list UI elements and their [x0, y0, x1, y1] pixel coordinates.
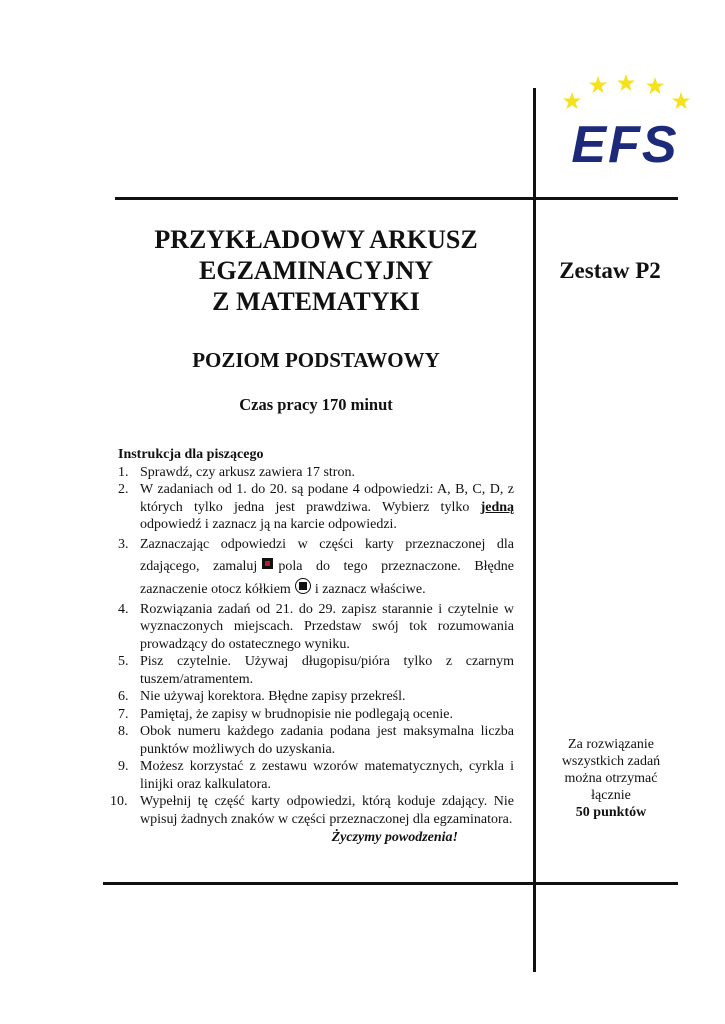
item-text: W zadaniach od 1. do 20. są podane 4 odpowiedzi: A, B, C, D, z których tylko jedna jest prawdziwa. Wybierz tylko	[140, 482, 514, 515]
title-line-1: PRZYKŁADOWY ARKUSZ	[154, 225, 478, 254]
item-number: 3.	[118, 536, 129, 552]
points-line: można otrzymać	[564, 771, 658, 786]
item-number: 1.	[118, 464, 129, 480]
points-total: 50 punktów	[575, 805, 647, 820]
exam-time: Czas pracy 170 minut	[239, 395, 393, 414]
list-item	[110, 793, 514, 828]
item-text: Sprawdź, czy arkusz zawiera 17 stron.	[140, 464, 355, 480]
star-icon	[563, 74, 690, 109]
points-info	[546, 736, 676, 821]
item-number: 4.	[118, 601, 129, 617]
list-item	[118, 464, 514, 482]
item-text: odpowiedź i zaznacz ją na karcie odpowiedzi.	[140, 517, 397, 532]
list-item	[118, 706, 514, 724]
points-line: Za rozwiązanie	[568, 737, 654, 752]
item-text: Pisz czytelnie. Używaj długopisu/pióra tylko z czarnym tuszem/atramentem.	[140, 654, 514, 687]
instructions-heading: Instrukcja dla piszącego	[118, 447, 264, 462]
item-text: Zaznaczając odpowiedzi w części karty przeznaczonej dla zdającego, zamaluj	[140, 536, 514, 574]
good-luck-text: Życzymy powodzenia!	[331, 830, 458, 845]
item-number: 9.	[118, 759, 129, 774]
list-item	[118, 534, 514, 601]
exam-level: POZIOM PODSTAWOWY	[192, 348, 440, 372]
circled-square-icon	[295, 578, 311, 594]
list-item	[118, 653, 514, 688]
efs-logo	[556, 72, 694, 174]
item-text: Nie używaj korektora. Błędne zapisy przekreśl.	[140, 689, 406, 704]
exam-set: Zestaw P2	[559, 258, 661, 283]
instructions-list	[110, 464, 515, 829]
item-number: 8.	[118, 724, 129, 739]
item-text: i zaznacz właściwe.	[314, 581, 426, 597]
item-number: 10.	[110, 794, 128, 809]
item-text: pola do tego przeznaczone. Błędne zaznaczenie otocz kółkiem	[140, 558, 514, 597]
exam-title	[110, 224, 522, 317]
item-number: 7.	[118, 706, 129, 722]
points-line: wszystkich zadań	[561, 754, 661, 769]
title-line-3: Z MATEMATYKI	[212, 287, 420, 316]
list-item	[118, 601, 514, 654]
list-item	[118, 723, 514, 758]
points-line: łącznie	[591, 788, 631, 803]
title-line-2: EGZAMINACYJNY	[199, 256, 433, 285]
bottom-divider	[103, 882, 678, 885]
filled-square-icon	[262, 558, 273, 569]
top-divider	[115, 197, 678, 200]
item-text: Obok numeru każdego zadania podana jest maksymalna liczba punktów możliwych do uzyskania.	[140, 724, 514, 757]
item-text: Wypełnij tę część karty odpowiedzi, którą koduje zdający. Nie wpisuj żadnych znaków w części przeznaczonej dla egzaminatora.	[140, 794, 514, 827]
instructions	[110, 446, 515, 848]
item-text: Rozwiązania zadań od 21. do 29. zapisz starannie i czytelnie w wyznaczonych miejscach. Przedstaw swój tok rozumowania prowadzący do ostatecznego wyniku.	[140, 601, 514, 652]
item-text: Możesz korzystać z zestawu wzorów matematycznych, cyrkla i linijki oraz kalkulatora.	[140, 759, 514, 792]
item-number: 5.	[118, 654, 129, 669]
vertical-divider	[533, 88, 536, 972]
item-number: 2.	[118, 482, 129, 497]
list-item	[118, 481, 514, 534]
emphasis-text: jedną	[480, 499, 515, 515]
list-item	[118, 758, 514, 793]
item-number: 6.	[118, 689, 129, 704]
logo-text: EFS	[571, 116, 679, 174]
item-text: Pamiętaj, że zapisy w brudnopisie nie podlegają ocenie.	[140, 706, 453, 722]
list-item	[118, 688, 514, 706]
